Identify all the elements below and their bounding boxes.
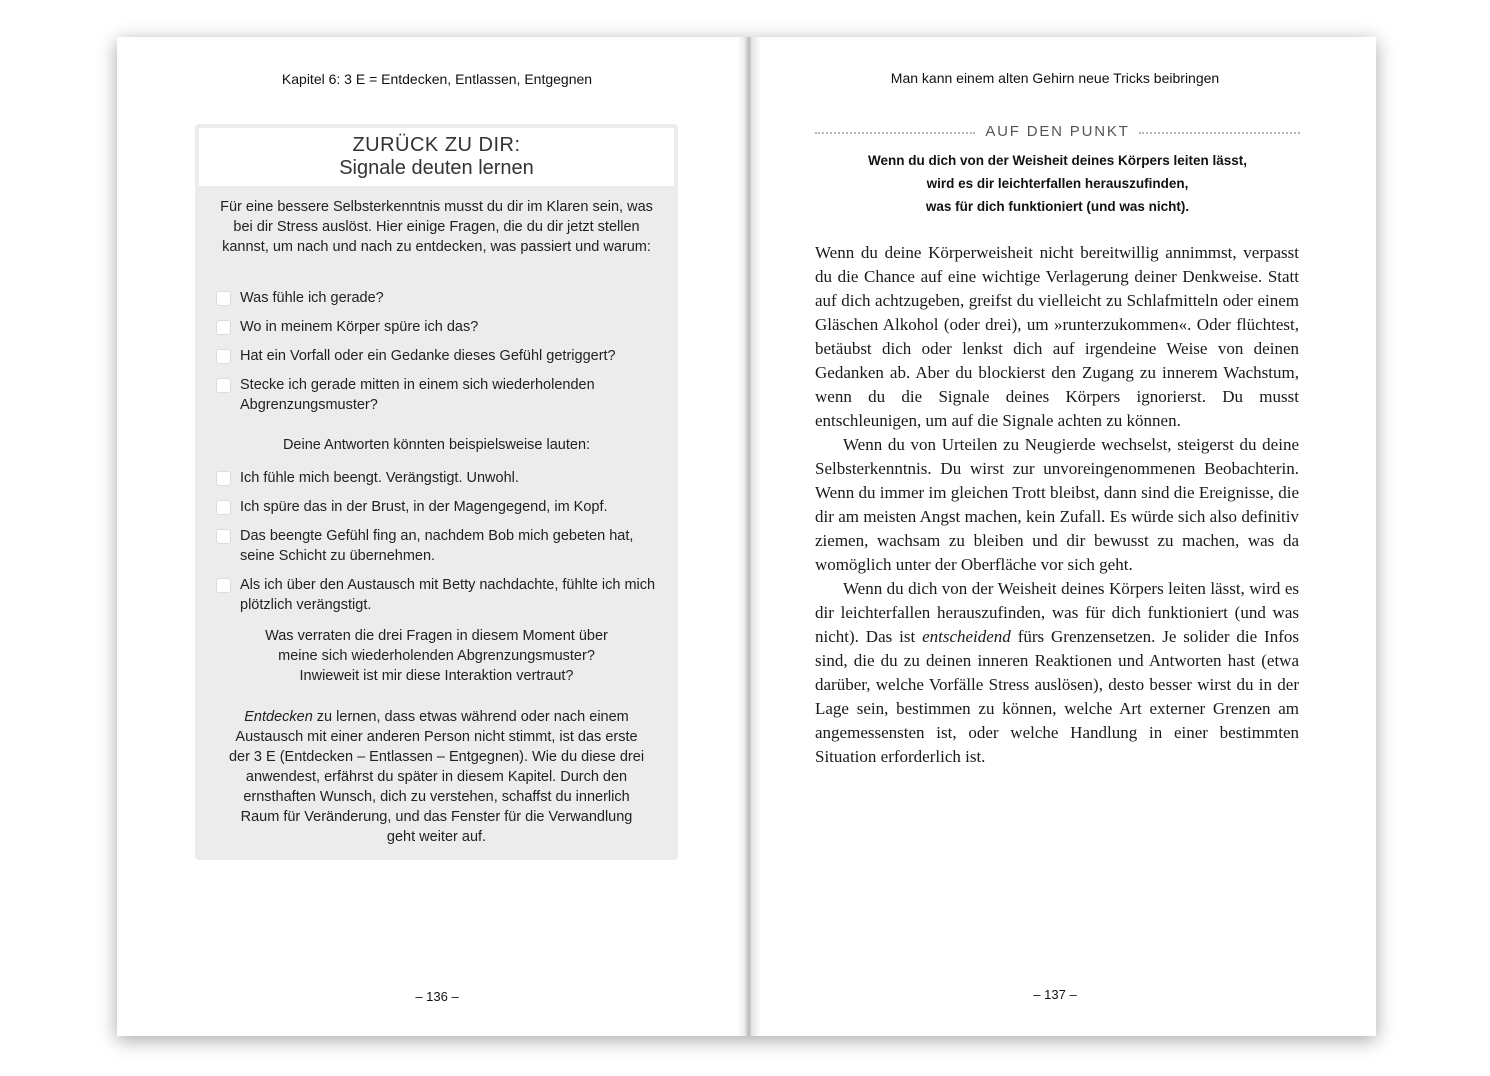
reflection-text: Was verraten die drei Fragen in diesem Moment über meine sich wiederholenden Abgrenzungsmuster? Inwieweit ist mir diese Interaktion vertraut? — [265, 628, 608, 684]
checkbox[interactable] — [216, 291, 231, 306]
right-page — [747, 37, 1376, 1036]
exercise-box-header — [199, 128, 674, 186]
right-page-number: – 137 – — [1033, 987, 1077, 1002]
checkbox[interactable] — [216, 500, 231, 515]
checkbox[interactable] — [216, 471, 231, 486]
checkbox[interactable] — [216, 378, 231, 393]
right-running-head: Man kann einem alten Gehirn neue Tricks beibringen — [890, 70, 1220, 86]
open-book — [117, 37, 1376, 1036]
answer-label: Ich spüre das in der Brust, in der Magengegend, im Kopf. — [240, 499, 608, 515]
exercise-title-line2: Signale deuten lernen — [339, 157, 534, 179]
checkbox[interactable] — [216, 578, 231, 593]
closing-text — [227, 707, 646, 847]
summary-line: wird es dir leichterfallen herauszufinden, — [926, 176, 1189, 191]
closing-italic: Entdecken — [244, 709, 313, 725]
question-label: Wo in meinem Körper spüre ich das? — [240, 319, 479, 335]
paragraph: Wenn du von Urteilen zu Neugierde wechselst, steigerst du deine Selbsterkenntnis. Du wirst zur unvoreingenommenen Beobachterin. Wenn du immer im gleichen Trott bleibst, dann sind die Ereignisse, die dir am meisten Angst machen, kein Zufall. Es würde sich also definitiv ziemen, wachsam zu bleiben und dir bewusst zu machen, was da womöglich unter der Oberfläche vor sich geht. — [815, 435, 1299, 574]
exercise-title-line1: ZURÜCK ZU DIR: — [352, 134, 521, 156]
paragraph-part: Wenn du dich von der Weisheit deines Körpers leiten lässt, wird es dir leichterfallen herauszufinden, was für dich funktioniert (und was nicht). Das ist — [815, 579, 1299, 646]
answers-intro: Deine Antworten könnten beispielsweise lauten: — [282, 437, 591, 453]
answer-label: Ich fühle mich beengt. Verängstigt. Unwohl. — [240, 470, 519, 486]
auf-den-punkt-header — [815, 123, 1300, 143]
paragraph: Wenn du deine Körperweisheit nicht bereitwillig annimmst, verpasst du die Chance auf eine wichtige Verlagerung deiner Denkweise. Statt auf dich achtzugeben, greifst du vielleicht zu Schlafmitteln oder einem Gläschen Alkohol (oder drei), um »runterzukommen«. Oder flüchtest, betäubst dich oder lenkst dich auf irgendeine Weise von deinen Gedanken ab. Aber du blockierst den Zugang zu innerem Wachstum, wenn du die Signale deines Körpers ignorierst. Du musst entschleunigen, um auf die Signale achten zu können. — [815, 243, 1299, 430]
paragraph — [815, 577, 1299, 769]
emphasis: entscheidend — [922, 627, 1011, 646]
auf-den-punkt-label: AUF DEN PUNKT — [985, 123, 1130, 140]
checkbox[interactable] — [216, 529, 231, 544]
paragraph-part: fürs Grenzensetzen. Je solider die Infos sind, die du zu deinen inneren Reaktionen und Antworten hast (etwa darüber, welche Vorfälle Stress auslösen), desto besser wirst du in der Lage sein, bestimmen zu können, welche Art externer Grenzen am angemessensten ist, oder welche Handlung in einer bestimmten Situation erforderlich ist. — [815, 627, 1299, 766]
left-page-number: – 136 – — [415, 989, 459, 1004]
question-label: Was fühle ich gerade? — [240, 290, 384, 306]
summary-line: Wenn du dich von der Weisheit deines Körpers leiten lässt, — [867, 153, 1248, 168]
summary-line: was für dich funktioniert (und was nicht). — [925, 199, 1190, 214]
body-text — [815, 241, 1299, 769]
exercise-box — [195, 124, 678, 860]
exercise-intro: Für eine bessere Selbsterkenntnis musst du dir im Klaren sein, was bei dir Stress auslöst. Hier einige Fragen, die du dir jetzt stellen kannst, um nach und nach zu entdecken, was passiert und warum: — [220, 199, 653, 255]
checkbox[interactable] — [216, 349, 231, 364]
question-label: Stecke ich gerade mitten in einem sich wiederholenden Abgrenzungsmuster? — [240, 377, 595, 413]
left-running-head: Kapitel 6: 3 E = Entdecken, Entlassen, Entgegnen — [281, 71, 593, 87]
answer-label: Als ich über den Austausch mit Betty nachdachte, fühlte ich mich plötzlich verängstigt. — [240, 577, 656, 613]
closing-rest: zu lernen, dass etwas während oder nach einem Austausch mit einer anderen Person nicht stimmt, ist das erste der 3 E (Entdecken – Entlassen – Entgegnen). Wie du diese drei anwendest, erfährst du später in diesem Kapitel. Durch den ernsthaften Wunsch, dich zu verstehen, schaffst du innerlich Raum für Veränderung, und das Fenster für die Verwandlung geht weiter auf. — [228, 709, 645, 845]
checkbox[interactable] — [216, 320, 231, 335]
left-page — [117, 37, 747, 1036]
question-label: Hat ein Vorfall oder ein Gedanke dieses Gefühl getriggert? — [240, 348, 616, 364]
answer-label: Das beengte Gefühl fing an, nachdem Bob mich gebeten hat, seine Schicht zu übernehmen. — [240, 528, 634, 564]
auf-den-punkt-text — [815, 149, 1300, 218]
